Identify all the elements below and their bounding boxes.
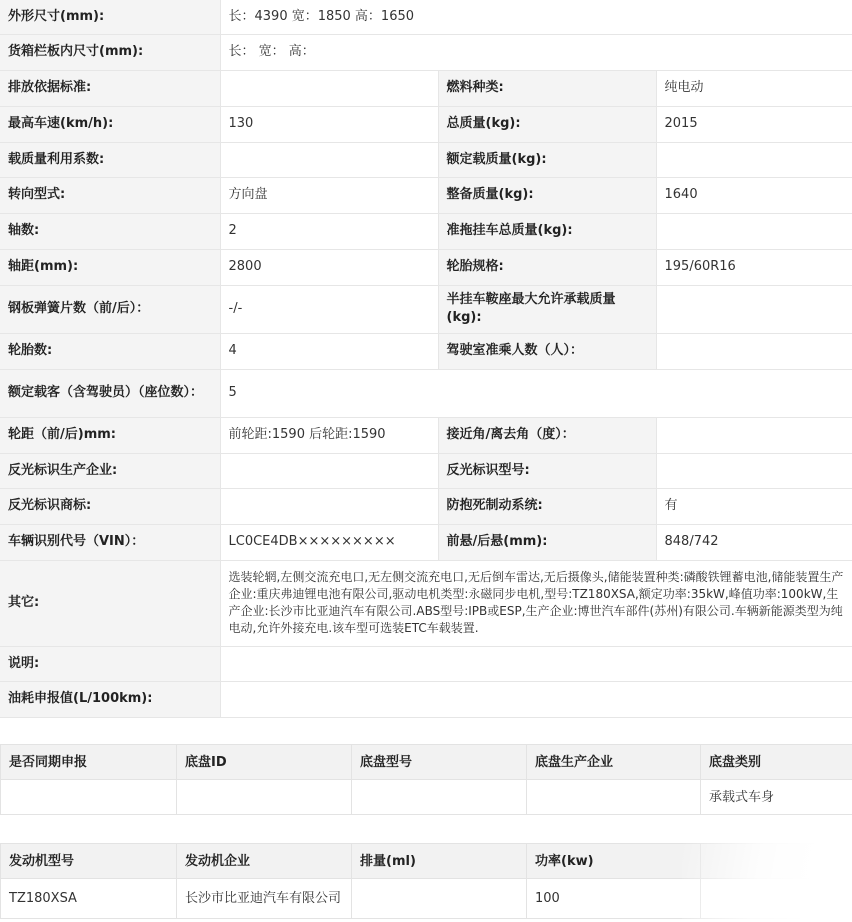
fuel-type-label: 燃料种类: — [438, 70, 656, 106]
abs-label: 防抱死制动系统: — [438, 488, 656, 524]
wheelbase-label: 轴距(mm): — [0, 249, 220, 285]
engine-table — [0, 843, 852, 919]
cargo-dimensions-value: 长： 宽： 高： — [220, 34, 852, 70]
spec-row-wheelbase — [0, 249, 852, 285]
saddle-capacity-label: 半挂车鞍座最大允许承载质量(kg): — [438, 285, 656, 333]
track-width-value: 前轮距:1590 后轮距:1590 — [220, 417, 438, 453]
cab-occupancy-label: 驾驶室准乘人数（人）： — [438, 333, 656, 369]
fuel-type-value: 纯电动 — [656, 70, 852, 106]
fuel-report-value — [220, 681, 852, 717]
trailer-mass-label: 准拖挂车总质量(kg): — [438, 213, 656, 249]
spec-row-spring — [0, 285, 852, 333]
reflector-maker-label: 反光标识生产企业: — [0, 453, 220, 488]
load-coefficient-label: 载质量利用系数: — [0, 142, 220, 177]
axles-value: 2 — [220, 213, 438, 249]
vin-label: 车辆识别代号（VIN）： — [0, 524, 220, 560]
emission-standard-label: 排放依据标准: — [0, 70, 220, 106]
spec-row-axles — [0, 213, 852, 249]
wheelbase-value: 2800 — [220, 249, 438, 285]
chassis-header-concurrent: 是否同期申报 — [1, 745, 177, 780]
cab-occupancy-value — [656, 333, 852, 369]
spec-row-emission — [0, 70, 852, 106]
engine-cell-maker: 长沙市比亚迪汽车有限公司 — [177, 879, 352, 919]
rated-seats-value: 5 — [220, 369, 852, 417]
engine-header-displacement: 排量(ml) — [352, 844, 527, 879]
tire-spec-value: 195/60R16 — [656, 249, 852, 285]
note-label: 说明: — [0, 646, 220, 681]
engine-header-row — [1, 844, 852, 879]
chassis-header-model: 底盘型号 — [352, 745, 527, 780]
engine-header-blank — [701, 844, 852, 879]
other-label: 其它: — [0, 560, 220, 646]
engine-cell-model: TZ180XSA — [1, 879, 177, 919]
chassis-data-row — [1, 780, 852, 815]
curb-mass-value: 1640 — [656, 177, 852, 213]
spec-row-vin — [0, 524, 852, 560]
spec-row-note — [0, 646, 852, 681]
reflector-brand-value — [220, 488, 438, 524]
dimensions-label: 外形尺寸(mm): — [0, 0, 220, 34]
reflector-maker-value — [220, 453, 438, 488]
reflector-model-label: 反光标识型号: — [438, 453, 656, 488]
leaf-spring-value: -/- — [220, 285, 438, 333]
leaf-spring-label: 钢板弹簧片数（前/后）： — [0, 285, 220, 333]
total-mass-value: 2015 — [656, 106, 852, 142]
spec-row-speed — [0, 106, 852, 142]
spec-row-tires — [0, 333, 852, 369]
tire-count-value: 4 — [220, 333, 438, 369]
overhang-label: 前悬/后悬(mm): — [438, 524, 656, 560]
spec-row-other — [0, 560, 852, 646]
reflector-model-value — [656, 453, 852, 488]
steering-type-label: 转向型式: — [0, 177, 220, 213]
curb-mass-label: 整备质量(kg): — [438, 177, 656, 213]
fuel-report-label: 油耗申报值(L/100km): — [0, 681, 220, 717]
chassis-header-id: 底盘ID — [177, 745, 352, 780]
overhang-value: 848/742 — [656, 524, 852, 560]
dimensions-value: 长：4390 宽：1850 高：1650 — [220, 0, 852, 34]
rated-seats-label: 额定载客（含驾驶员）（座位数）： — [0, 369, 220, 417]
spec-row-steering — [0, 177, 852, 213]
chassis-cell-id — [177, 780, 352, 815]
note-value — [220, 646, 852, 681]
max-speed-value: 130 — [220, 106, 438, 142]
chassis-cell-model — [352, 780, 527, 815]
engine-header-model: 发动机型号 — [1, 844, 177, 879]
reflector-brand-label: 反光标识商标: — [0, 488, 220, 524]
vin-value: LC0CE4DB××××××××× — [220, 524, 438, 560]
engine-cell-power: 100 — [527, 879, 701, 919]
engine-header-maker: 发动机企业 — [177, 844, 352, 879]
engine-data-row — [1, 879, 852, 919]
spec-row-reflect-maker — [0, 453, 852, 488]
engine-cell-blank — [701, 879, 852, 919]
track-width-label: 轮距（前/后)mm: — [0, 417, 220, 453]
load-coefficient-value — [220, 142, 438, 177]
spec-row-dimensions — [0, 0, 852, 34]
cargo-dimensions-label: 货箱栏板内尺寸(mm): — [0, 34, 220, 70]
engine-header-power: 功率(kw) — [527, 844, 701, 879]
chassis-header-maker: 底盘生产企业 — [527, 745, 701, 780]
spec-row-track — [0, 417, 852, 453]
saddle-capacity-value — [656, 285, 852, 333]
spec-row-seats — [0, 369, 852, 417]
approach-angle-value — [656, 417, 852, 453]
chassis-header-row — [1, 745, 852, 780]
abs-value: 有 — [656, 488, 852, 524]
rated-load-value — [656, 142, 852, 177]
steering-type-value: 方向盘 — [220, 177, 438, 213]
max-speed-label: 最高车速(km/h): — [0, 106, 220, 142]
total-mass-label: 总质量(kg): — [438, 106, 656, 142]
approach-angle-label: 接近角/离去角（度）： — [438, 417, 656, 453]
tire-spec-label: 轮胎规格: — [438, 249, 656, 285]
tire-count-label: 轮胎数: — [0, 333, 220, 369]
spec-row-load — [0, 142, 852, 177]
spec-row-fuel-report — [0, 681, 852, 717]
emission-standard-value — [220, 70, 438, 106]
other-value: 选装轮辋,左侧交流充电口,无左侧交流充电口,无后倒车雷达,无后摄像头,储能装置种类:磷酸铁锂蓄电池,储能装置生产企业:重庆弗迪锂电池有限公司,驱动电机类型:永磁同步电机,型号:TZ180XSA,额定功率:35kW,峰值功率:100kW,生产企业:长沙市比亚迪汽车有限公司.ABS型号:IPB或ESP,生产企业:博世汽车部件(苏州)有限公司.车辆新能源类型为纯电动,允许外接充电.该车型可选装ETC车载装置. — [220, 560, 852, 646]
chassis-cell-concurrent — [1, 780, 177, 815]
trailer-mass-value — [656, 213, 852, 249]
spec-row-reflect-brand — [0, 488, 852, 524]
axles-label: 轴数: — [0, 213, 220, 249]
rated-load-label: 额定载质量(kg): — [438, 142, 656, 177]
chassis-header-category: 底盘类别 — [701, 745, 852, 780]
chassis-table — [0, 744, 852, 815]
engine-cell-displacement — [352, 879, 527, 919]
chassis-cell-category: 承载式车身 — [701, 780, 852, 815]
spec-row-cargo — [0, 34, 852, 70]
chassis-cell-maker — [527, 780, 701, 815]
